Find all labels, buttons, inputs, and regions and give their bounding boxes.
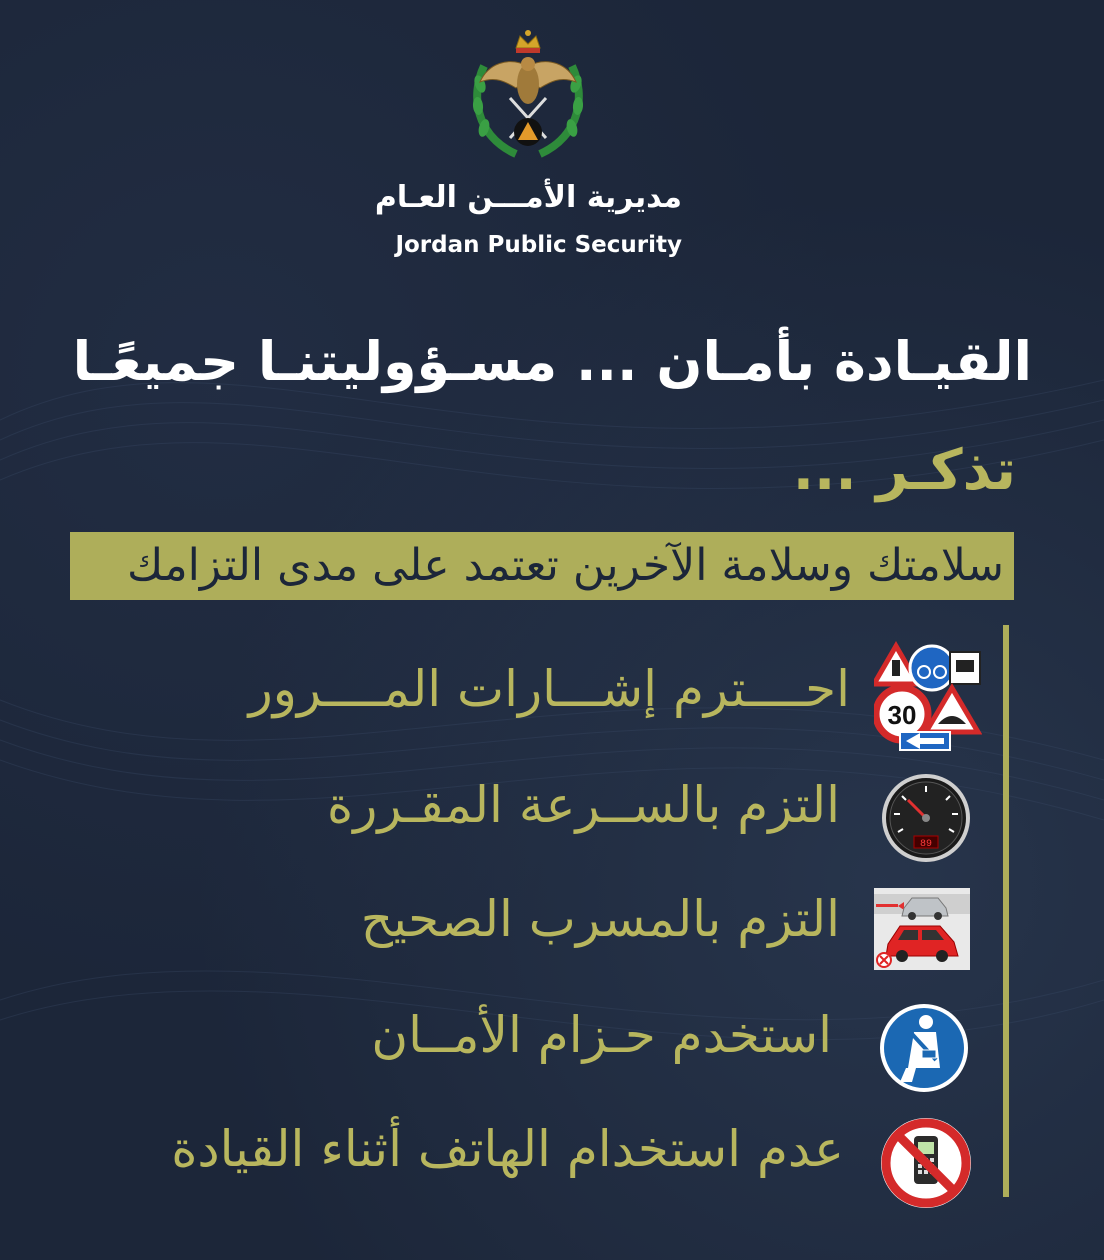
vertical-divider <box>1003 625 1009 1197</box>
safety-banner: سلامتك وسلامة الآخرين تعتمد على مدى التزامك <box>70 532 1014 600</box>
speed-readout: 89 <box>919 839 933 850</box>
rule-traffic-signs: احــــترم إشـــارات المــــرور <box>248 660 850 718</box>
public-security-emblem-icon <box>466 26 590 166</box>
lane-cars-icon <box>874 888 970 970</box>
speedometer-icon <box>874 774 978 862</box>
rule-seatbelt: استخدم حـزام الأمــان <box>371 1006 832 1064</box>
speed-limit-value: 30 <box>887 700 917 730</box>
rule-no-phone: عدم استخدام الهاتف أثناء القيادة <box>171 1120 844 1178</box>
rule-speed-limit: التزم بالســرعة المقـررة <box>327 776 840 834</box>
headline: القيـادة بأمـان ... مسـؤوليتنـا جميعًـا <box>72 330 1032 393</box>
remember-heading: تذكـر ... <box>792 438 1016 503</box>
traffic-signs-icon <box>874 640 982 752</box>
org-name-arabic: مديرية الأمـــن العـام <box>374 180 682 215</box>
seatbelt-icon <box>878 1002 970 1094</box>
rule-correct-lane: التزم بالمسرب الصحيح <box>360 890 840 948</box>
org-name-english: Jordan Public Security <box>395 232 682 258</box>
no-phone-icon <box>874 1116 978 1210</box>
